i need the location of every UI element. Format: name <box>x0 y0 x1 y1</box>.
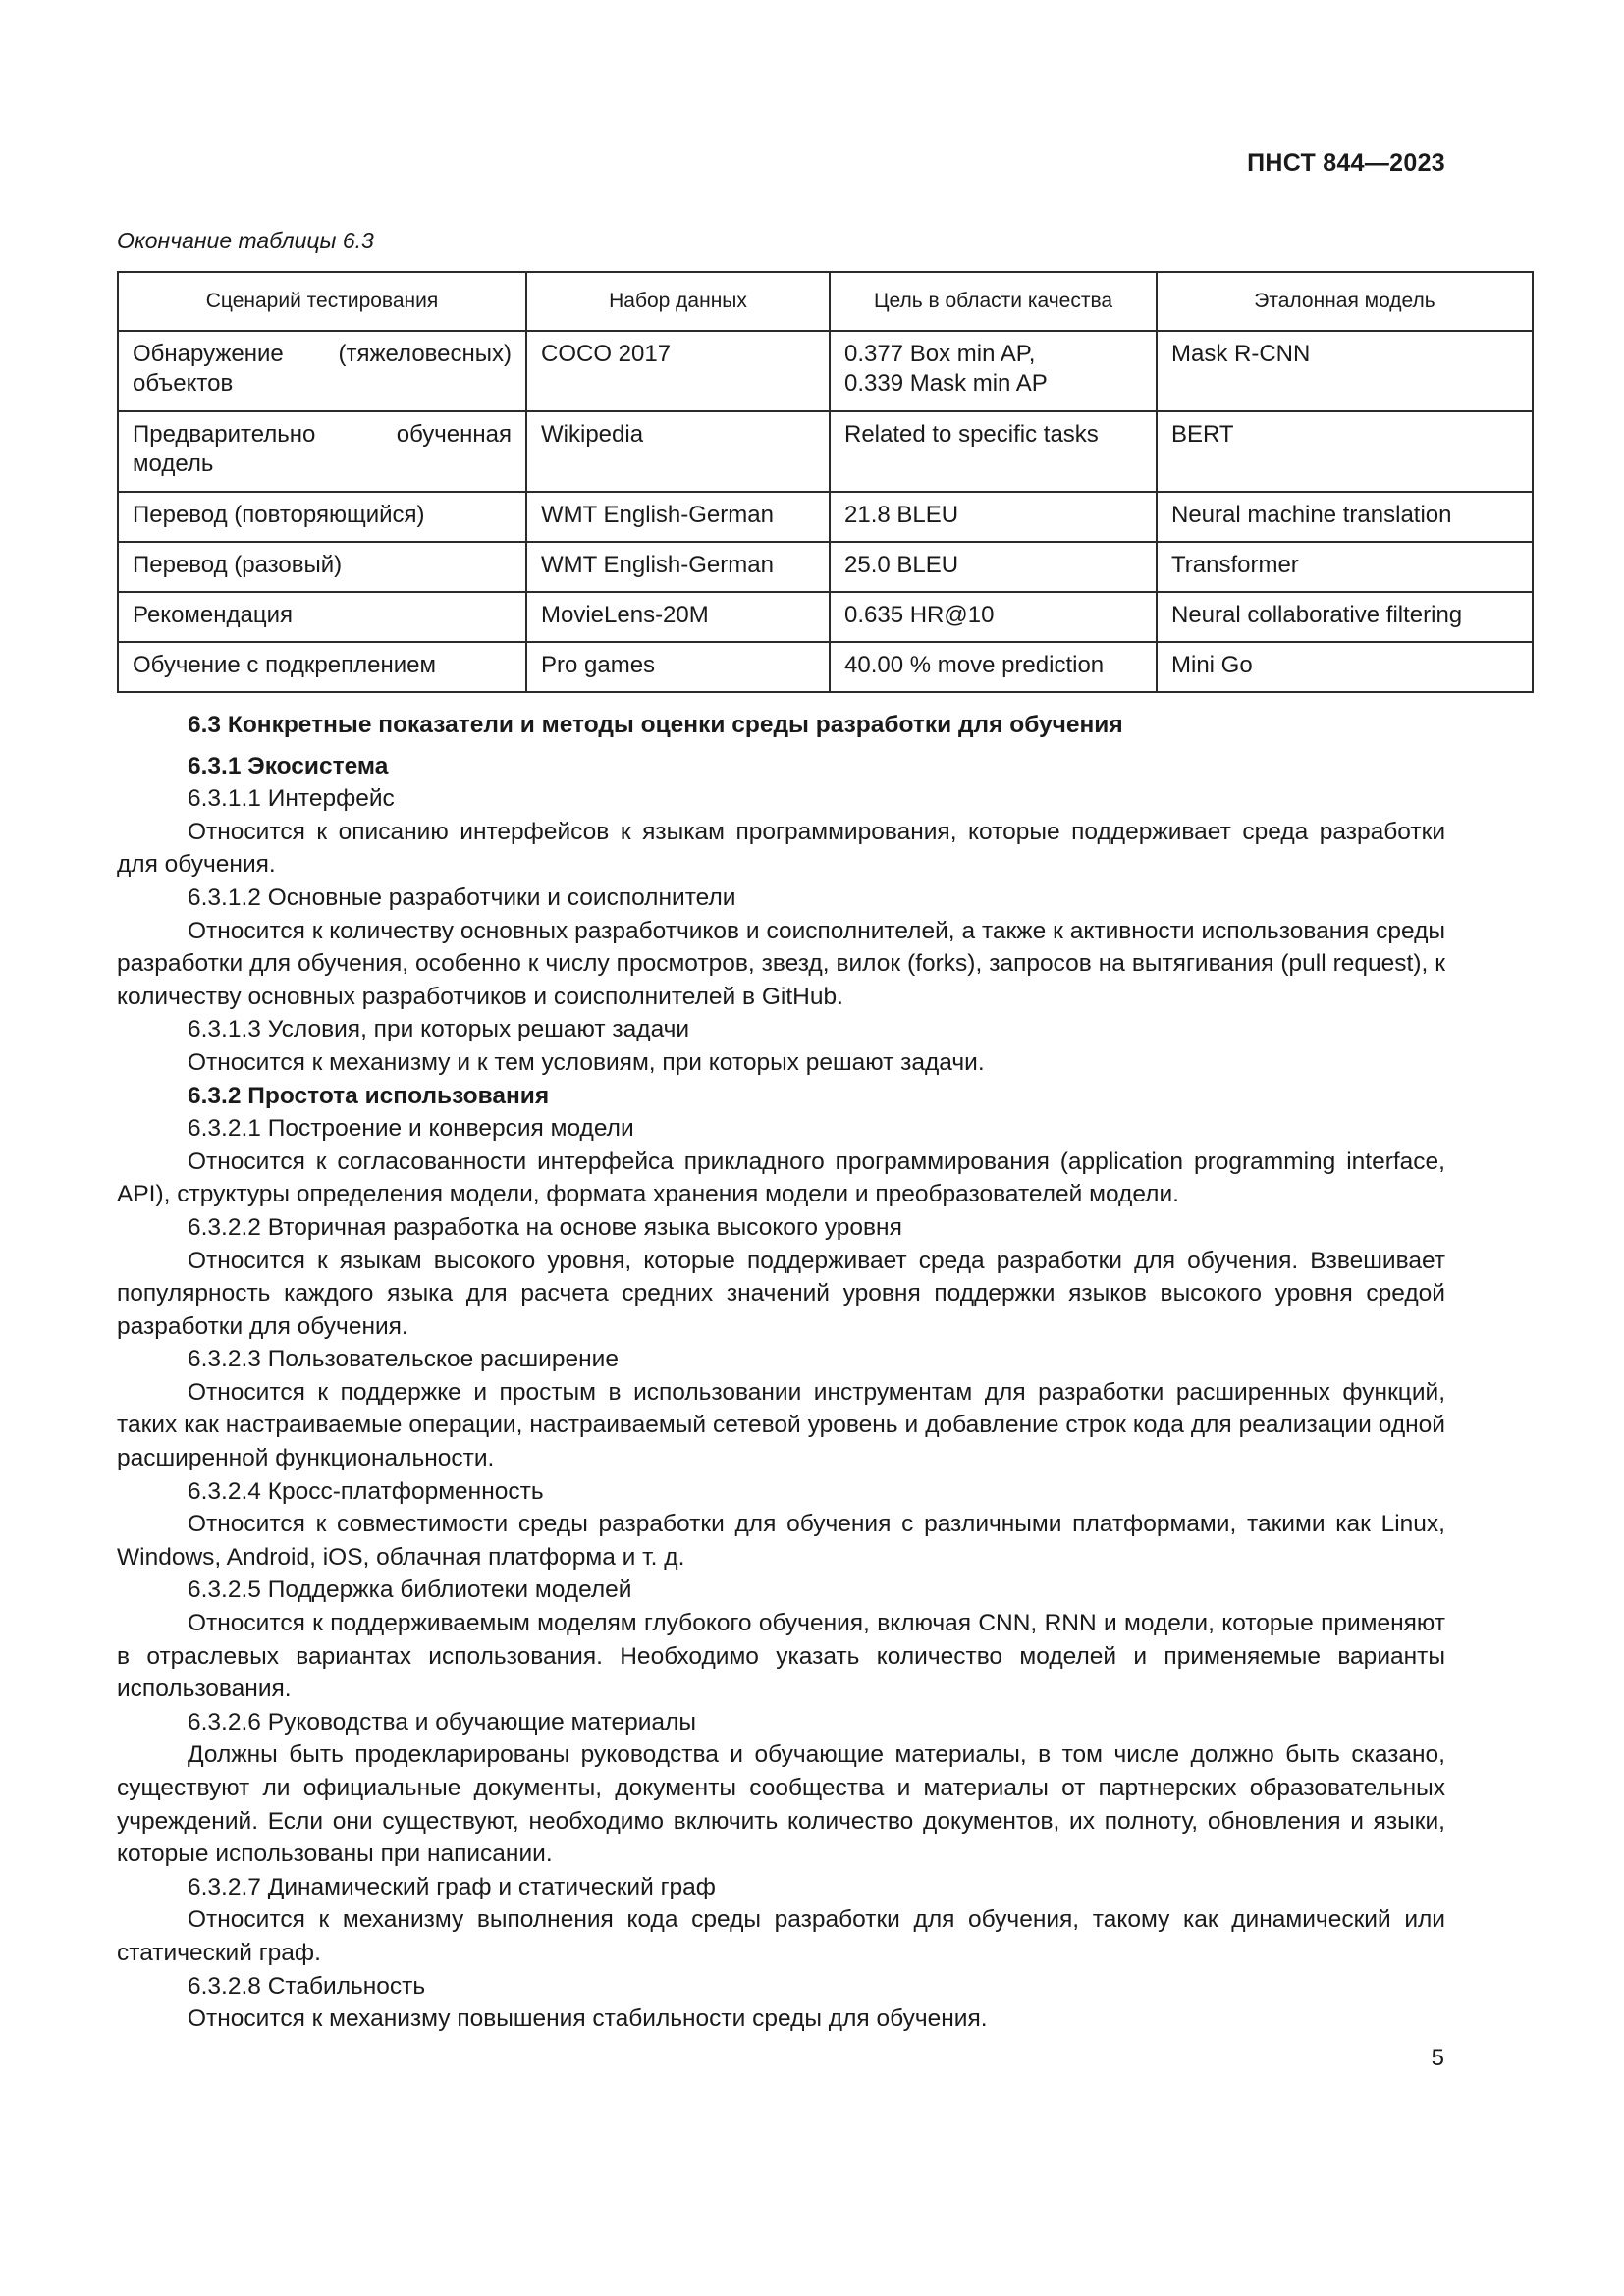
paragraph: Должны быть продекларированы руководства и обучающие материалы, в том числе должно быть сказано, существуют ли официальные документы, документы сообщества и материалы от партнерских образовательных учреждений. Если они существуют, необходимо включить количество документов, их полноту, обновления и языки, которые использованы при написании. <box>117 1741 1445 1868</box>
clause-heading: 6.3.2.1 Построение и конверсия модели <box>188 1115 634 1143</box>
paragraph: Относится к поддержке и простым в использовании инструментам для разработки расширенных функций, таких как настраиваемые операции, настраиваемый сетевой уровень и добавление строк кода для реализации одной расширенной функциональности. <box>117 1378 1445 1472</box>
clause-heading: 6.3.2.3 Пользовательское расширение <box>188 1346 619 1373</box>
column-header: Сценарий тестирования <box>118 272 526 331</box>
clause-heading: 6.3.1.3 Условия, при которых решают задачи <box>188 1016 690 1043</box>
table-cell: 21.8 BLEU <box>830 492 1157 542</box>
table-row <box>118 542 1533 592</box>
table-cell: WMT English-German <box>526 492 830 542</box>
paragraph: Относится к механизму повышения стабильности среды для обучения. <box>188 2005 988 2033</box>
table-cell: Mask R-CNN <box>1157 331 1533 411</box>
clause-heading: 6.3.2.2 Вторичная разработка на основе языка высокого уровня <box>188 1213 902 1241</box>
table-cell: Перевод (повторяющийся) <box>118 492 526 542</box>
table-body <box>118 331 1533 692</box>
paragraph: Относится к описанию интерфейсов к языкам программирования, которые поддерживает среда разработки для обучения. <box>117 818 1445 879</box>
subsection-heading: 6.3.2 Простота использования <box>188 1082 550 1109</box>
table-cell: BERT <box>1157 411 1533 492</box>
table-cell: Transformer <box>1157 542 1533 592</box>
table-cell: Предварительно обученная модель <box>118 411 526 492</box>
clause-heading: 6.3.2.7 Динамический граф и статический граф <box>188 1873 716 1900</box>
table-row <box>118 642 1533 692</box>
paragraph: Относится к поддерживаемым моделям глубокого обучения, включая CNN, RNN и модели, которые применяют в отраслевых вариантах использования. Необходимо указать количество моделей и применяемые варианты использования. <box>117 1610 1445 1703</box>
table-row <box>118 592 1533 642</box>
table-cell: 0.635 HR@10 <box>830 592 1157 642</box>
column-header: Эталонная модель <box>1157 272 1533 331</box>
table-cell: Wikipedia <box>526 411 830 492</box>
paragraph: Относится к количеству основных разработчиков и соисполнителей, а также к активности использования среды разработки для обучения, особенно к числу просмотров, звезд, вилок (forks), запросов на вытягивания (pull request), к количеству основных разработчиков и соисполнителей в GitHub. <box>117 917 1445 1010</box>
table-row <box>118 331 1533 411</box>
table-cell: Обучение с подкреплением <box>118 642 526 692</box>
clause-heading: 6.3.1.1 Интерфейс <box>188 785 395 813</box>
table-cell: WMT English-German <box>526 542 830 592</box>
clause-heading: 6.3.2.6 Руководства и обучающие материалы <box>188 1708 696 1735</box>
column-header: Набор данных <box>526 272 830 331</box>
paragraph: Относится к механизму и к тем условиям, при которых решают задачи. <box>188 1048 985 1076</box>
paragraph: Относится к совместимости среды разработки для обучения с различными платформами, такими как Linux, Windows, Android, iOS, облачная платформа и т. д. <box>117 1511 1445 1571</box>
page-number: 5 <box>1431 2045 1444 2071</box>
table-cell: 25.0 BLEU <box>830 542 1157 592</box>
clause-heading: 6.3.2.5 Поддержка библиотеки моделей <box>188 1576 632 1604</box>
table-header-row <box>118 272 1533 331</box>
clause-heading: 6.3.2.8 Стабильность <box>188 1972 426 2000</box>
paragraph: Относится к механизму выполнения кода среды разработки для обучения, такому как динамический или статический граф. <box>117 1906 1445 1966</box>
column-header: Цель в области качества <box>830 272 1157 331</box>
table-row <box>118 411 1533 492</box>
table-cell: Pro games <box>526 642 830 692</box>
paragraph: Относится к языкам высокого уровня, которые поддерживает среда разработки для обучения. Взвешивает популярность каждого языка для расчета средних значений уровня поддержки языков высокого уровня средой разработки для обучения. <box>117 1247 1445 1340</box>
table-row <box>118 492 1533 542</box>
table-cell: MovieLens-20M <box>526 592 830 642</box>
table-caption: Окончание таблицы 6.3 <box>117 228 374 253</box>
section-body <box>117 709 1445 2036</box>
table-cell: Рекомендация <box>118 592 526 642</box>
table-cell: Mini Go <box>1157 642 1533 692</box>
document-code: ПНСТ 844—2023 <box>1247 149 1445 177</box>
table-cell: Neural collaborative filtering <box>1157 592 1533 642</box>
table-cell: COCO 2017 <box>526 331 830 411</box>
table-cell: Перевод (разовый) <box>118 542 526 592</box>
table-cell: Обнаружение (тяжеловесных) объектов <box>118 331 526 411</box>
clause-heading: 6.3.1.2 Основные разработчики и соисполнители <box>188 883 736 911</box>
table-cell: Neural machine translation <box>1157 492 1533 542</box>
quality-table <box>117 271 1534 693</box>
subsection-heading: 6.3.1 Экосистема <box>188 752 389 779</box>
section-heading: 6.3 Конкретные показатели и методы оценки среды разработки для обучения <box>188 712 1123 738</box>
table-cell: 40.00 % move prediction <box>830 642 1157 692</box>
table-cell: Related to specific tasks <box>830 411 1157 492</box>
clause-heading: 6.3.2.4 Кросс-платформенность <box>188 1477 544 1505</box>
paragraph: Относится к согласованности интерфейса прикладного программирования (application programming interface, API), структуры определения модели, формата хранения модели и преобразователей модели. <box>117 1148 1445 1208</box>
table-cell: 0.377 Box min AP, 0.339 Mask min AP <box>830 331 1157 411</box>
